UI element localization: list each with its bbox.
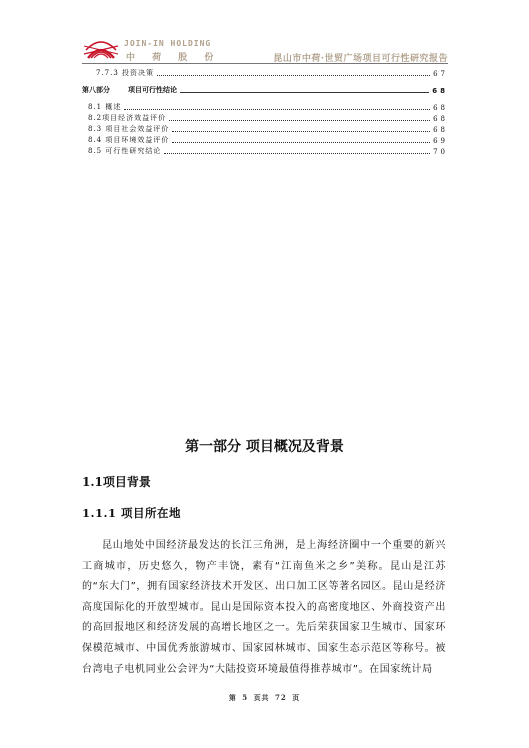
toc-entry[interactable] (82, 112, 448, 123)
toc-entry-label: 8.4 项目环境效益评价 (88, 136, 170, 144)
toc-entry[interactable] (82, 67, 448, 78)
page-header (82, 36, 448, 64)
toc-entry[interactable] (82, 134, 448, 145)
header-divider (82, 63, 448, 64)
toc-entry-page: 68 (433, 104, 448, 112)
body-paragraph: 昆山地处中国经济最发达的长江三角洲，是上海经济圈中一个重要的新兴工商城市，历史悠久，物产丰饶，素有“江南鱼米之乡”美称。昆山是江苏的“东大门”，拥有国家经济技术开发区、出口加工区等著名园区。昆山是经济高度国际化的开放型城市。昆山是国际资本投入的高密度地区、外商投资产出的高回报地区和经济发展的高增长地区之一。先后荣获国家卫生城市、国家环保模范城市、中国优秀旅游城市、国家园林城市、国家生态示范区等称号。被台湾电子电机同业公会评为“大陆投资环境最值得推荐城市”。在国家统计局 (82, 540, 446, 675)
toc-part-title: 项目可行性结论 (128, 86, 177, 94)
toc-entry[interactable] (82, 101, 448, 112)
toc-entry-label: 8.1 概述 (88, 103, 122, 111)
toc-entry-page: 70 (433, 148, 448, 156)
table-of-contents (82, 67, 448, 156)
brand-chinese-name: 中 荷 股 份 (126, 53, 221, 63)
toc-entry[interactable] (82, 123, 448, 134)
subsection-heading: 1.1.1 项目所在地 (82, 506, 182, 520)
section-heading: 1.1项目背景 (82, 475, 151, 489)
report-title: 昆山市中荷·世贸广场项目可行性研究报告 (273, 54, 448, 64)
part-heading: 第一部分 项目概况及背景 (185, 439, 344, 455)
footer-suffix: 页 (292, 693, 301, 702)
toc-entry-label: 7.7.3 投资决策 (96, 69, 155, 77)
toc-leader (172, 142, 430, 143)
toc-entry-page: 69 (433, 137, 448, 145)
toc-entry-page: 67 (433, 70, 448, 78)
brand-english-name: JOIN-IN HOLDING (124, 39, 212, 48)
footer-prefix: 第 (228, 693, 237, 702)
toc-leader (164, 153, 430, 154)
footer-total-pages: 72 (275, 693, 287, 702)
toc-part-label: 第八部分 (82, 86, 110, 94)
toc-leader (124, 109, 430, 110)
toc-leader (172, 131, 430, 132)
footer-middle: 页共 (253, 693, 270, 702)
toc-leader (169, 120, 430, 121)
company-logo-icon (82, 36, 120, 62)
toc-entry-label: 8.2项目经济效益评价 (88, 114, 167, 122)
toc-leader (180, 92, 429, 93)
footer-page-number: 5 (242, 693, 249, 702)
toc-entry-label: 8.3 项目社会效益评价 (88, 125, 170, 133)
toc-entry-label: 8.5 可行性研究结论 (88, 147, 162, 155)
toc-leader (157, 75, 430, 76)
page-footer (0, 693, 529, 703)
toc-entry[interactable] (82, 145, 448, 156)
toc-part-page: 68 (432, 87, 448, 95)
toc-entry-page: 68 (433, 115, 448, 123)
toc-part-entry[interactable] (82, 79, 448, 95)
toc-entry-page: 68 (433, 126, 448, 134)
